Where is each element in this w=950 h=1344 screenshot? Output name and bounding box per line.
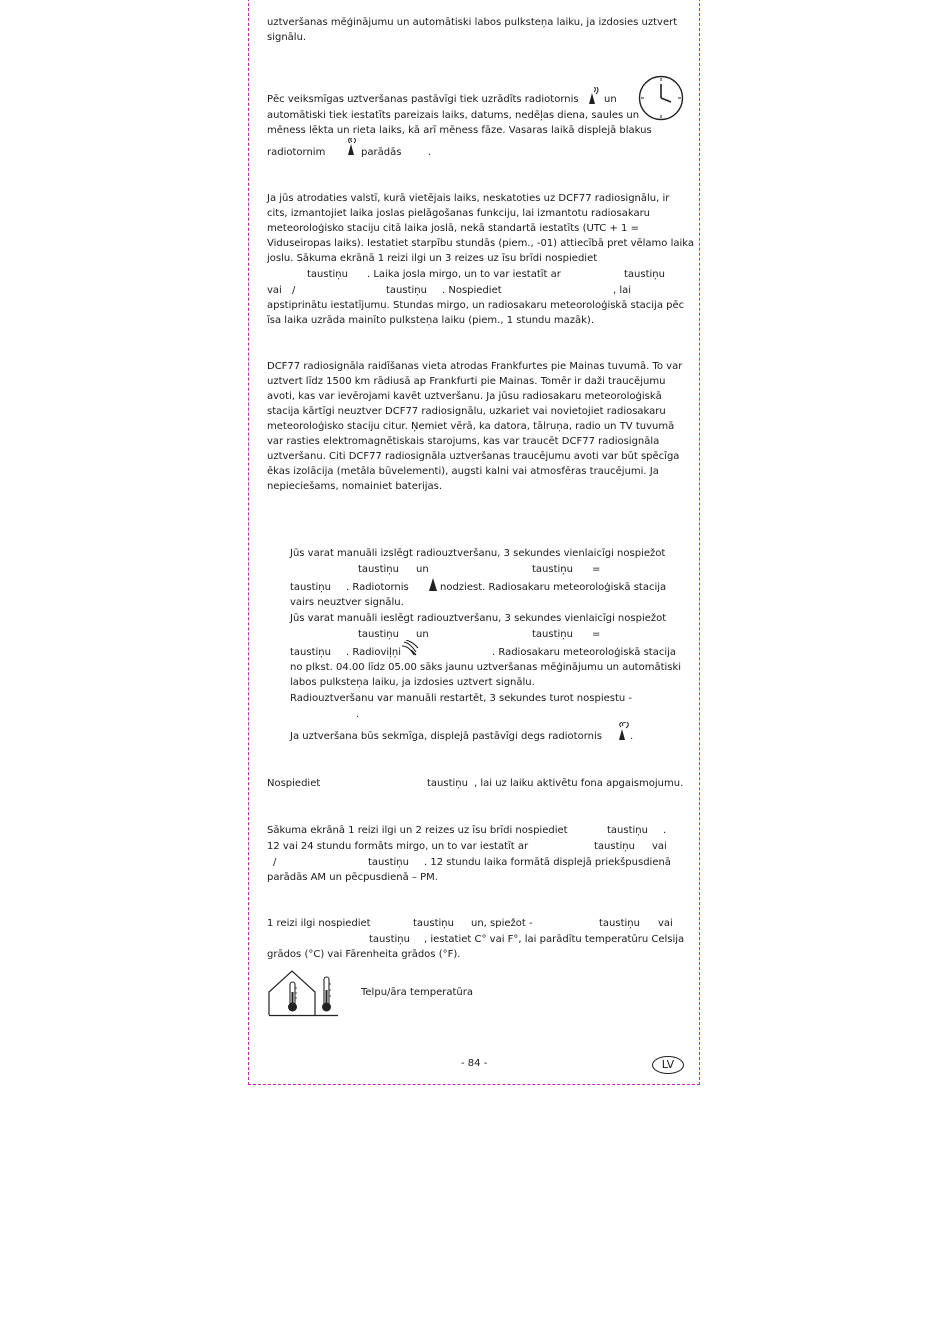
text-word: taustiņu — [532, 629, 573, 640]
text-word: Nospiediet — [267, 778, 321, 789]
text-line: uztvert līdz 1500 km rādiusā ap Frankfurti pie Mainas. Tomēr ir daži traucējumu — [267, 376, 666, 387]
text-word: un — [416, 629, 429, 640]
text-word: 1 reizi ilgi nospiediet — [267, 918, 371, 929]
text-word: . — [663, 825, 667, 836]
manual-page — [248, 0, 700, 1085]
text-line: Jūs varat manuāli ieslēgt radiouztveršanu, 3 sekundes vienlaicīgi nospiežot — [290, 613, 667, 624]
text-line: . Radiosakaru meteoroloģiskā stacija — [492, 647, 677, 658]
text-line: ēkas izolācija (metāla būvelementi), augsti kalni vai atmosfēras traucējumi. Ja — [267, 466, 659, 477]
text-line: Pēc veiksmīgas uztveršanas pastāvīgi tiek uzrādīts radiotornis — [267, 94, 579, 105]
text-word: taustiņu — [369, 934, 410, 945]
text-line: Ja jūs atrodaties valstī, kurā vietējais laiks, neskatoties uz DCF77 radiosignālu, ir — [267, 193, 670, 204]
text-word: parādās — [361, 147, 402, 158]
text-word: taustiņu — [386, 285, 427, 296]
text-word: taustiņu — [358, 629, 399, 640]
text-word: vai — [267, 285, 282, 296]
text-word: taustiņu — [368, 857, 409, 868]
text-word: . Laika josla mirgo, un to var iestatīt ar — [367, 269, 561, 280]
text-word: un — [604, 94, 617, 105]
text-line: apstiprinātu iestatījumu. Stundas mirgo, un radiosakaru meteoroloģiskā stacija pēc — [267, 300, 685, 311]
radio-tower-icon — [586, 87, 600, 105]
text-word: vai — [652, 841, 667, 852]
text-line: uztveršanas mēģinājumu un automātiski labos pulksteņa laiku, ja izdosies uztvert — [267, 17, 678, 28]
text-line: parādās AM un pēcpusdienā – PM. — [267, 872, 438, 883]
text-line: Ja uztveršana būs sekmīga, displejā pastāvīgi degs radiotornis — [290, 731, 602, 742]
text-word: / — [292, 285, 296, 296]
text-word: , lai — [613, 285, 632, 296]
text-line: var rasties elektromagnētiskais starojums, kas var traucēt DCF77 radiosignāla — [267, 436, 660, 447]
text-word: . — [356, 709, 360, 720]
text-word: taustiņu — [358, 564, 399, 575]
text-word: . — [630, 731, 634, 742]
text-word: vai — [658, 918, 673, 929]
text-line: vairs neuztver signālu. — [290, 597, 404, 608]
text-word: taustiņu — [607, 825, 648, 836]
text-line: labos pulksteņa laiku, ja izdosies uztvert signālu. — [290, 677, 535, 688]
radio-tower-icon — [617, 722, 631, 741]
text-line: uztveršanu. Citi DCF77 radiosignāla uztveršanas traucējumu avoti var būt spēcīga — [267, 451, 680, 462]
text-line: DCF77 radiosignāla raidīšanas vieta atrodas Frankfurtes pie Mainas tuvumā. To var — [267, 361, 683, 372]
text-line: grādos (°C) vai Fārenheita grādos (°F). — [267, 949, 461, 960]
radio-tower-icon — [345, 138, 359, 156]
text-word: / — [273, 857, 277, 868]
page-number: - 84 - — [461, 1058, 488, 1069]
text-word: taustiņu — [290, 582, 331, 593]
text-word: . Nospiediet — [442, 285, 502, 296]
text-line: , iestatiet C° vai F°, lai parādītu temperatūru Celsija — [424, 934, 685, 945]
text-word: taustiņu — [413, 918, 454, 929]
house-thermometer-icon — [268, 968, 338, 1018]
text-word: un — [416, 564, 429, 575]
text-line: automātiski tiek iestatīts pareizais laiks, datums, nedēļas diena, saules un — [267, 110, 640, 121]
text-line: meteoroloģisko staciju citur. Ņemiet vērā, ka datora, tālruņa, radio un TV tuvumā — [267, 421, 675, 432]
text-word: taustiņu — [599, 918, 640, 929]
text-word: taustiņu — [624, 269, 665, 280]
text-line: nodziest. Radiosakaru meteoroloģiskā stacija — [440, 582, 667, 593]
text-word: taustiņu — [427, 778, 468, 789]
text-line: joslu. Sākuma ekrānā 1 reizi ilgi un 3 reizes uz īsu brīdi nospiediet — [267, 253, 598, 264]
text-line: Viduseiropas laiks). Iestatiet starpību stundās (piem., -01) attiecībā pret vēlamo laika — [267, 238, 695, 249]
text-line: cits, izmantojiet laika joslas pielāgošanas funkciju, lai izmantotu radiosakaru — [267, 208, 651, 219]
clock-icon — [638, 75, 684, 121]
text-line: meteoroloģisko staciju citā laika joslā, nekā standartā iestatīts (UTC + 1 = — [267, 223, 639, 234]
house-label: Telpu/āra temperatūra — [361, 987, 473, 998]
text-word: taustiņu — [290, 647, 331, 658]
radio-tower-icon — [427, 576, 439, 592]
text-word: taustiņu — [307, 269, 348, 280]
text-line: 12 vai 24 stundu formāts mirgo, un to var iestatīt ar — [267, 841, 529, 852]
language-badge: LV — [652, 1056, 684, 1074]
text-word: = — [592, 564, 601, 575]
text-line: Sākuma ekrānā 1 reizi ilgi un 2 reizes uz īsu brīdi nospiediet — [267, 825, 568, 836]
text-line: mēness lēkta un rieta laiks, kā arī mēness fāze. Vasaras laikā displejā blakus — [267, 125, 652, 136]
text-word: taustiņu — [532, 564, 573, 575]
text-line: stacija kārtīgi neuztver DCF77 radiosignālu, uzkariet vai novietojiet radiosakaru — [267, 406, 666, 417]
text-line: Jūs varat manuāli izslēgt radiouztveršanu, 3 sekundes vienlaicīgi nospiežot — [290, 548, 666, 559]
text-word: . Radiotornis — [346, 582, 409, 593]
text-line: īsa laika uzrāda mainīto pulksteņa laiku (piem., 1 stundu mazāk). — [267, 315, 595, 326]
radio-waves-icon — [401, 640, 419, 656]
text-word: . Radioviļņi — [346, 647, 402, 658]
text-word: taustiņu — [594, 841, 635, 852]
text-word: un, spiežot - — [471, 918, 533, 929]
text-line: . 12 stundu laika formātā displejā priekšpusdienā — [424, 857, 671, 868]
text-line: signālu. — [267, 32, 307, 43]
text-word: radiotornim — [267, 147, 326, 158]
text-line: nepieciešams, nomainiet baterijas. — [267, 481, 443, 492]
text-line: Radiouztveršanu var manuāli restartēt, 3 sekundes turot nospiestu - — [290, 693, 633, 704]
text-word: . — [428, 147, 432, 158]
text-line: , lai uz laiku aktivētu fona apgaismojumu. — [474, 778, 684, 789]
text-word: = — [592, 629, 601, 640]
text-line: no plkst. 04.00 līdz 05.00 sāks jaunu uztveršanas mēģinājumu un automātiski — [290, 662, 682, 673]
text-line: avoti, kas var ievērojami kavēt uztveršanu. Ja jūsu radiosakaru meteoroloģiskā — [267, 391, 662, 402]
